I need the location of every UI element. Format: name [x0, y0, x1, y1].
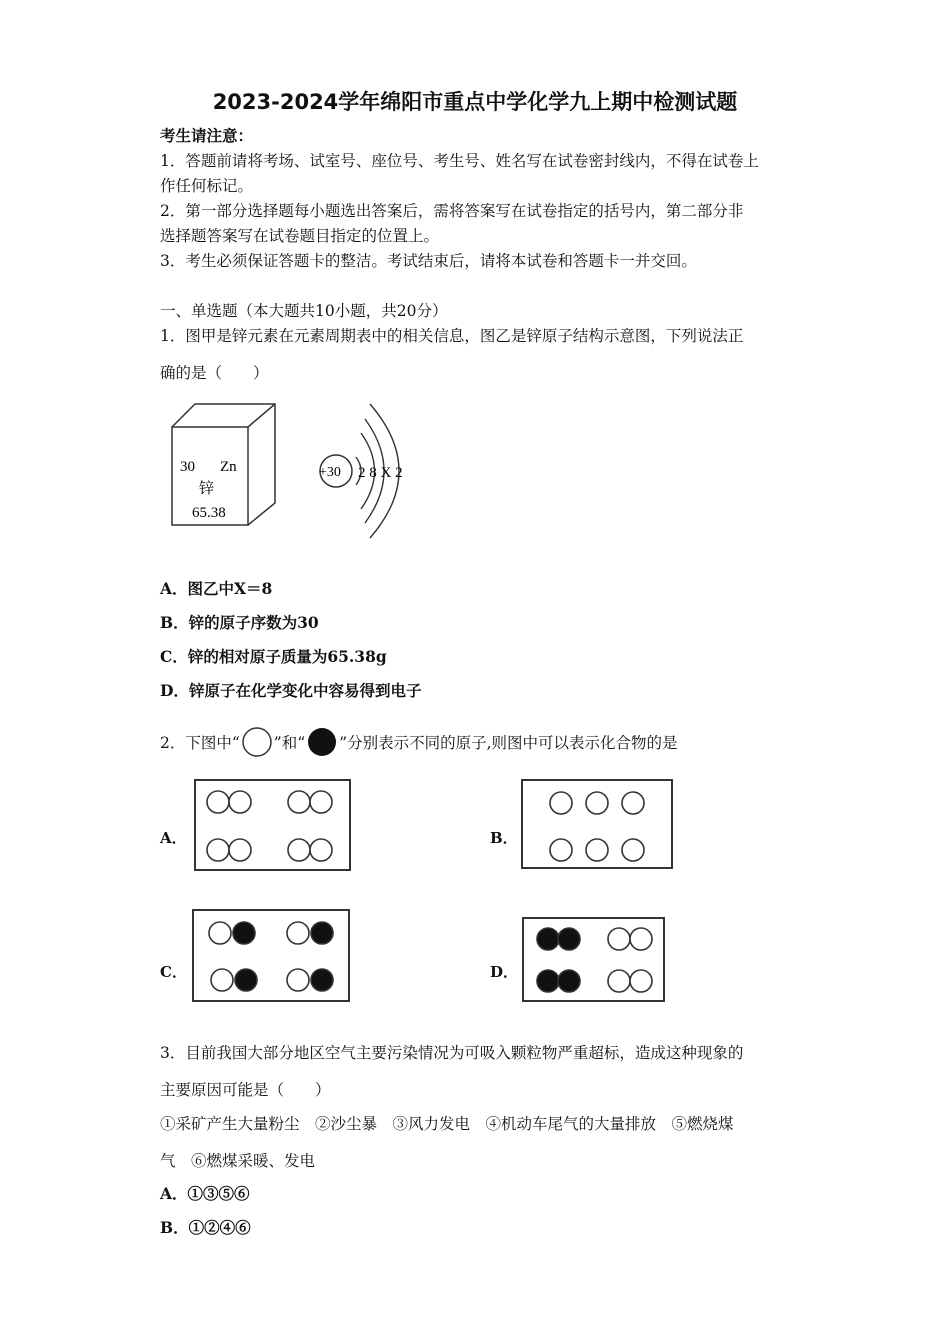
q1-stem: 1．图甲是锌元素在元素周期表中的相关信息，图乙是锌原子结构示意图，下列说法正 — [160, 327, 744, 345]
element-symbol: Zn — [220, 459, 237, 475]
notice-heading: 考生请注意： — [160, 126, 254, 145]
notice-line: 作任何标记。 — [160, 177, 254, 195]
nucleus-charge: +30 — [319, 465, 341, 480]
q1-option-a[interactable]: A．图乙中X＝8 — [160, 579, 273, 598]
element-number: 30 — [180, 459, 195, 475]
q2-stem — [160, 727, 678, 757]
q1-option-d[interactable]: D．锌原子在化学变化中容易得到电子 — [160, 681, 422, 700]
notice-line: 选择题答案写在试卷题目指定的位置上。 — [160, 227, 440, 245]
page-title: 2023-2024学年绵阳市重点中学化学九上期中检测试题 — [212, 90, 738, 114]
q2-stem-prefix: 2．下图中“ — [160, 734, 240, 752]
notice-line: 3．考生必须保证答题卡的整洁。考试结束后，请将本试卷和答题卡一并交回。 — [160, 252, 697, 270]
q2-option-a-label[interactable]: A． — [160, 829, 187, 847]
q2-option-a-diagram[interactable] — [194, 779, 351, 871]
q3-choices: 气 ⑥燃煤采暖、发电 — [160, 1152, 316, 1170]
atom-structure-diagram — [319, 404, 403, 538]
white-atom-icon — [240, 727, 274, 757]
black-atom-icon — [305, 727, 339, 757]
section-heading: 一、单选题（本大题共10小题，共20分） — [160, 302, 448, 320]
element-mass: 65.38 — [192, 505, 226, 521]
element-cell-diagram — [172, 404, 275, 525]
q2-stem-mid: ”和“ — [273, 734, 306, 752]
q3-option-b[interactable]: B．①②④⑥ — [160, 1218, 251, 1237]
q2-option-b-label[interactable]: B． — [490, 829, 518, 847]
notice-line: 2．第一部分选择题每小题选出答案后，需将答案写在试卷指定的括号内，第二部分非 — [160, 202, 744, 220]
electron-counts: 2 8 X 2 — [358, 465, 403, 481]
q3-stem: 主要原因可能是（ ） — [160, 1081, 331, 1099]
q2-option-c-label[interactable]: C． — [160, 963, 187, 981]
q1-option-c[interactable]: C．锌的相对原子质量为65.38g — [160, 647, 387, 666]
q1-option-b[interactable]: B．锌的原子序数为30 — [160, 613, 319, 632]
q2-stem-suffix: ”分别表示不同的原子,则图中可以表示化合物的是 — [339, 734, 678, 752]
q2-option-d-label[interactable]: D． — [490, 963, 519, 981]
q3-choices: ①采矿产生大量粉尘 ②沙尘暴 ③风力发电 ④机动车尾气的大量排放 ⑤燃烧煤 — [160, 1115, 734, 1133]
q2-option-c-diagram[interactable] — [192, 909, 350, 1002]
q3-stem: 3．目前我国大部分地区空气主要污染情况为可吸入颗粒物严重超标，造成这种现象的 — [160, 1044, 744, 1062]
q1-figure — [168, 395, 428, 545]
q3-option-a[interactable]: A．①③⑤⑥ — [160, 1184, 250, 1203]
element-name: 锌 — [199, 479, 215, 497]
q2-option-d-diagram[interactable] — [522, 917, 665, 1002]
notice-line: 1．答题前请将考场、试室号、座位号、考生号、姓名写在试卷密封线内，不得在试卷上 — [160, 152, 759, 170]
q1-stem: 确的是（ ） — [160, 364, 269, 382]
q2-option-b-diagram[interactable] — [521, 779, 673, 869]
